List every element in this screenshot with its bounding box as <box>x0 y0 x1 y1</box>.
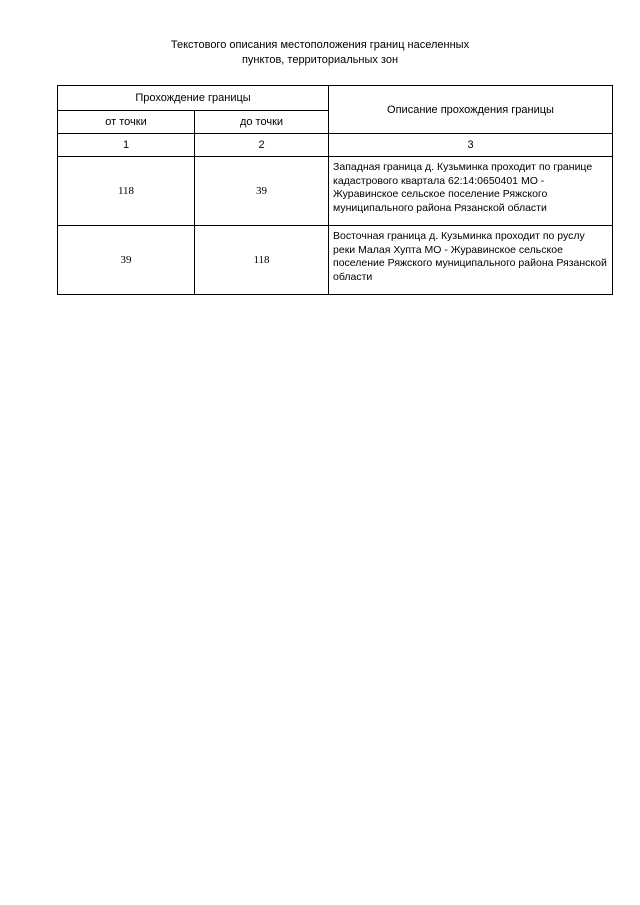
column-number-2: 2 <box>195 134 329 157</box>
column-number-1: 1 <box>58 134 195 157</box>
table-row <box>58 157 613 226</box>
description-cell: Западная граница д. Кузьминка проходит по границе кадастрового квартала 62:14:0650401 МО - Журавинское сельское поселение Ряжского муниципального района Рязанской области <box>329 157 613 226</box>
header-boundary-passage: Прохождение границы <box>58 86 329 111</box>
header-to-point: до точки <box>195 111 329 134</box>
table-row <box>58 226 613 295</box>
header-description: Описание прохождения границы <box>329 86 613 134</box>
description-cell: Восточная граница д. Кузьминка проходит по руслу реки Малая Хупта МО - Журавинское сельское поселение Ряжского муниципального района Рязанской области <box>329 226 613 295</box>
from-point-cell: 118 <box>58 157 195 226</box>
document-title-line-2: пунктов, территориальных зон <box>241 54 399 66</box>
to-point-cell: 118 <box>195 226 329 295</box>
to-point-cell: 39 <box>195 157 329 226</box>
column-number-row <box>58 134 613 157</box>
document-title-line-1: Текстового описания местоположения границ населенных <box>170 39 470 51</box>
from-point-cell: 39 <box>58 226 195 295</box>
document-title <box>0 38 640 68</box>
column-number-3: 3 <box>329 134 613 157</box>
boundary-description-table <box>57 85 613 295</box>
header-from-point: от точки <box>58 111 195 134</box>
